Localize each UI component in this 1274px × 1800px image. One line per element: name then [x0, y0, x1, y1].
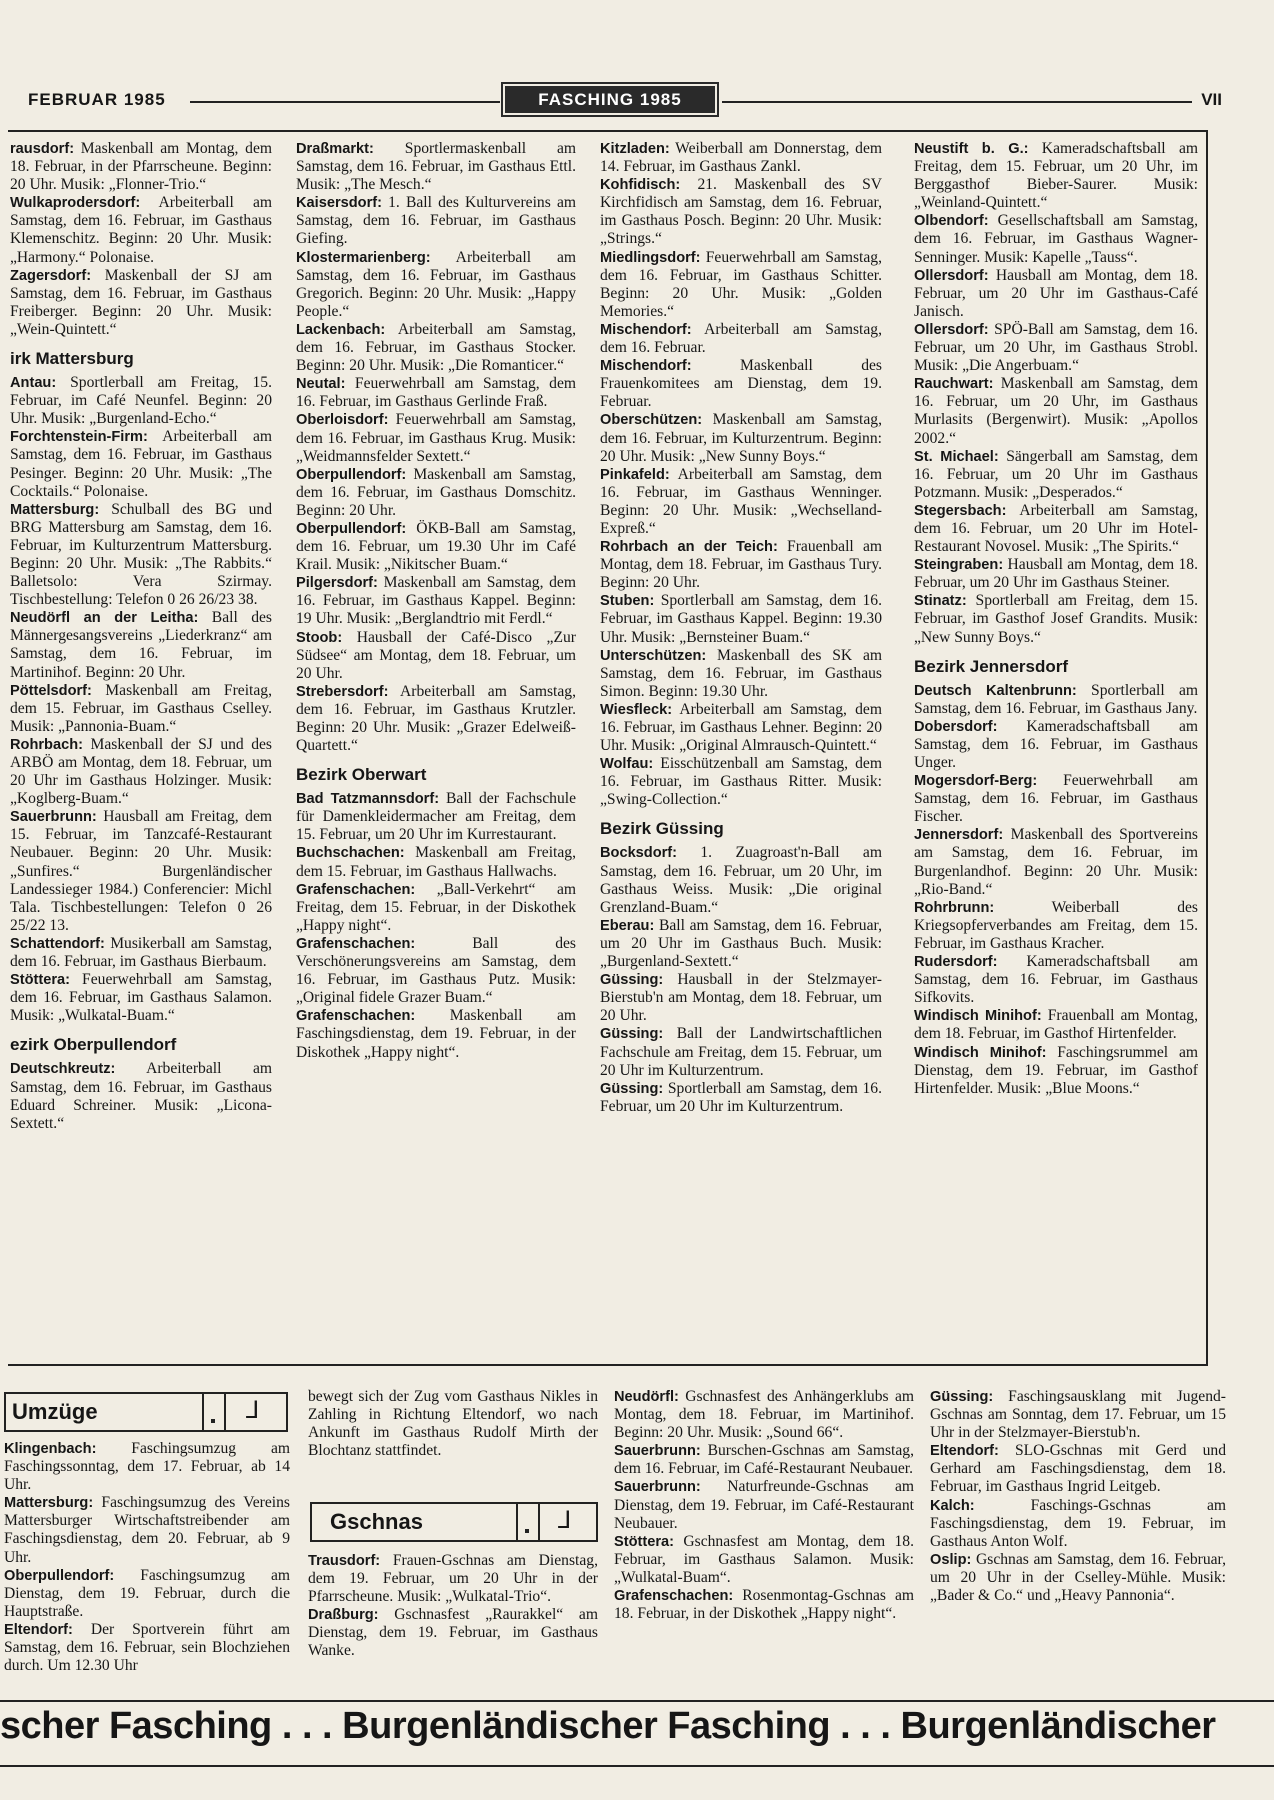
- event-details: 1. Ball des Kulturvereins am Samstag, dem 16. Februar, im Gasthaus Giefing.: [296, 194, 576, 248]
- event-details: Gschnasfest des Anhängerklubs am Montag, dem 18. Februar, im Martinihof. Beginn: 20 Uhr. Musik: „Sound 66“.: [614, 1388, 914, 1442]
- event-listing: [614, 1478, 914, 1532]
- event-details: Faschingsumzug am Faschingssonntag, dem 17. Februar, ab 14 Uhr.: [4, 1440, 290, 1494]
- event-location: Olbendorf:: [914, 213, 989, 230]
- event-listing: [914, 953, 1198, 1007]
- umzuege-list: [4, 1440, 290, 1685]
- event-listing: [296, 466, 576, 520]
- event-details: Der Sportverein führt am Samstag, dem 16. Februar, sein Blochziehen durch. Um 12.30 Uhr: [4, 1620, 290, 1675]
- event-listing: [914, 772, 1198, 826]
- event-listing: [296, 321, 576, 375]
- event-details: „Ball-Verkehrt“ am Freitag, dem 15. Februar, in der Diskothek „Happy night“.: [296, 880, 576, 934]
- event-location: Draßburg:: [308, 1607, 379, 1624]
- event-listing: [600, 357, 882, 411]
- event-location: Mattersburg:: [4, 1495, 94, 1512]
- event-location: Oberschützen:: [600, 412, 703, 429]
- event-details: Arbeiterball am Samstag, dem 16. Februar, im Gasthaus Krutzler. Beginn: 20 Uhr. Musik: „Grazer Edelweiß-Quartett.“: [296, 682, 576, 755]
- event-location: Rohrbach an der Teich:: [600, 539, 778, 556]
- event-location: Mischendorf:: [600, 358, 692, 375]
- event-listing: [914, 592, 1198, 646]
- event-location: Stöttera:: [614, 1533, 674, 1550]
- event-listing: [600, 466, 882, 538]
- event-details: Arbeiterball am Samstag, dem 16. Februar, im Gasthaus Wenninger. Beginn: 20 Uhr. Musik: „Wechselland-Expreß.“: [600, 465, 882, 537]
- event-details: Maskenball am Samstag, dem 16. Februar, im Gasthaus Kappel. Beginn: 19 Uhr. Musik: „Berglandtrio mit Ferdl.“: [296, 574, 576, 628]
- district-heading: ezirk Oberpullendorf: [10, 1035, 177, 1055]
- event-details: Arbeiterball am Samstag, dem 16. Februar, im Gasthaus Pesinger. Beginn: 20 Uhr. Musik: „The Cocktails.“ Polonaise.: [10, 428, 272, 500]
- column-2: [296, 140, 576, 1360]
- event-listing: [296, 574, 576, 628]
- event-listing: [914, 899, 1198, 953]
- dot-icon: [211, 1419, 215, 1423]
- event-location: Kalch:: [930, 1497, 975, 1514]
- event-details: Feuerwehrball am Samstag, dem 16. Februar, im Gasthaus Salamon. Musik: „Wulkatal-Buam.“: [10, 971, 272, 1025]
- event-location: Deutschkreutz:: [10, 1061, 116, 1078]
- event-details: Arbeiterball am Samstag, dem 16. Februar.: [600, 320, 882, 357]
- event-listing: [296, 844, 576, 880]
- event-location: Deutsch Kaltenbrunn:: [914, 682, 1077, 699]
- event-details: Maskenball am Samstag, dem 16. Februar, im Gasthaus Domschitz. Beginn: 20 Uhr.: [296, 465, 576, 519]
- umzuege-continuation: [308, 1388, 598, 1480]
- event-listing: [600, 249, 882, 321]
- event-details: Hausball der Café-Disco „Zur Südsee“ am Montag, dem 18. Februar, um 20 Uhr.: [296, 628, 576, 682]
- event-listing: [600, 1025, 882, 1079]
- event-details: Maskenball am Faschingsdienstag, dem 19. Februar, in der Diskothek „Happy night“.: [296, 1007, 576, 1061]
- event-location: Oberpullendorf:: [4, 1567, 115, 1584]
- event-location: Bad Tatzmannsdorf:: [296, 791, 440, 808]
- event-listing: [10, 682, 272, 736]
- event-location: Miedlingsdorf:: [600, 249, 701, 266]
- event-listing: [296, 375, 576, 411]
- event-listing: [914, 718, 1198, 772]
- event-details: Kameradschaftsball am Freitag, dem 15. Februar, um 20 Uhr, im Berggasthof Bieber-Saurer. Musik: „Weinland-Quintett.“: [914, 140, 1198, 212]
- event-listing: [600, 755, 882, 809]
- event-listing: [4, 1494, 290, 1566]
- event-location: Wulkaprodersdorf:: [10, 195, 141, 212]
- event-listing: [914, 502, 1198, 556]
- event-location: Windisch Minihof:: [914, 1008, 1042, 1025]
- event-location: Sauerbrunn:: [10, 809, 97, 826]
- event-location: Oberpullendorf:: [296, 520, 407, 537]
- event-details: Frauenball am Montag, dem 18. Februar, im Gasthof Hirtenfelder.: [914, 1007, 1198, 1043]
- event-listing: [930, 1388, 1226, 1442]
- event-location: Stöttera:: [10, 972, 70, 989]
- event-details: Frauen-Gschnas am Dienstag, dem 19. Februar, um 20 Uhr in der Pfarrscheune. Musik: „Wulkatal-Trio“.: [308, 1552, 598, 1606]
- gschnas-list-3: [930, 1388, 1226, 1688]
- event-listing: [614, 1533, 914, 1587]
- event-listing: [914, 826, 1198, 898]
- event-location: Zagersdorf:: [10, 267, 92, 284]
- event-location: Unterschützen:: [600, 647, 707, 664]
- event-location: Stinatz:: [914, 593, 967, 610]
- dot-icon: [525, 1529, 529, 1533]
- event-location: Sauerbrunn:: [614, 1479, 701, 1496]
- event-listing: [600, 321, 882, 357]
- event-location: Forchtenstein-Firm:: [10, 429, 148, 446]
- event-listing: [600, 592, 882, 646]
- event-details: Maskenball am Freitag, dem 15. Februar, im Gasthaus Hallwachs.: [296, 844, 576, 880]
- event-details: Maskenball des Sportvereins am Samstag, dem 16. Februar, im Burgenlandhof. Beginn: 20 Uhr. Musik: „Rio-Band.“: [914, 826, 1198, 898]
- event-listing: [10, 808, 272, 935]
- event-listing: [296, 411, 576, 465]
- district-heading: irk Mattersburg: [10, 349, 134, 369]
- event-listing: [10, 194, 272, 266]
- event-location: Güssing:: [600, 972, 664, 989]
- event-listing: [296, 935, 576, 1007]
- event-listing: [296, 249, 576, 321]
- event-listing: [10, 935, 272, 971]
- event-location: Stegersbach:: [914, 502, 1007, 519]
- event-details: Sportlerball am Samstag, dem 16. Februar, im Gasthaus Jany.: [914, 681, 1198, 717]
- event-details: Sängerball am Samstag, dem 16. Februar, um 20 Uhr im Gasthaus Potzmann. Musik: „Desperados.“: [914, 447, 1198, 501]
- event-details: Kameradschaftsball am Samstag, dem 16. Februar, im Gasthaus Sifkovits.: [914, 953, 1198, 1007]
- event-location: Wolfau:: [600, 756, 654, 773]
- event-listing: [600, 971, 882, 1025]
- gschnas-heading: Gschnas: [330, 1509, 423, 1534]
- event-location: Ollersdorf:: [914, 267, 989, 284]
- glass-icon: ⅃: [246, 1396, 260, 1424]
- event-listing: [10, 140, 272, 194]
- event-location: Buchschachen:: [296, 845, 405, 862]
- event-details: Maskenball der SJ und des ARBÖ am Montag, dem 18. Februar, um 20 Uhr im Gasthaus Holzinger. Musik: „Koglberg-Buam.“: [10, 735, 272, 808]
- event-listing: [614, 1587, 914, 1623]
- event-location: Wiesfleck:: [600, 701, 673, 718]
- event-listing: [914, 1044, 1198, 1098]
- event-details: Maskenball der SJ am Samstag, dem 16. Februar, im Gasthaus Freiberger. Beginn: 20 Uhr. Musik: „Wein-Quintett.“: [10, 266, 272, 338]
- event-listing: [914, 321, 1198, 375]
- gschnas-list-2: [614, 1388, 914, 1688]
- footer-banner: scher Fasching . . . Burgenländischer Fasching . . . Burgenländischer: [0, 1705, 1216, 1747]
- event-location: Rohrbach:: [10, 736, 83, 753]
- event-location: Strebersdorf:: [296, 683, 389, 700]
- event-location: Neutal:: [296, 376, 346, 393]
- event-details: Arbeiterball am Samstag, dem 16. Februar, im Gasthaus Gregorich. Beginn: 20 Uhr. Musik: „Happy People.“: [296, 248, 576, 320]
- event-listing: [308, 1606, 598, 1660]
- event-listing: [296, 881, 576, 935]
- event-details: Maskenball des SK am Samstag, dem 16. Februar, im Gasthaus Simon. Beginn: 19.30 Uhr.: [600, 646, 882, 700]
- event-location: Klingenbach:: [4, 1441, 97, 1457]
- event-details: Weiberball des Kriegsopferverbandes am Freitag, dem 15. Februar, im Gasthaus Kracher.: [914, 898, 1198, 952]
- event-details: Hausball in der Stelzmayer-Bierstub'n am Montag, dem 18. Februar, um 20 Uhr.: [600, 971, 882, 1025]
- event-location: Güssing:: [930, 1389, 994, 1405]
- heading-cell: [516, 1504, 540, 1540]
- event-details: SLO-Gschnas mit Gerd und Gerhard am Faschingsdienstag, dem 18. Februar, im Gasthaus Ingrid Leitgeb.: [930, 1442, 1226, 1496]
- district-heading: Bezirk Jennersdorf: [914, 656, 1068, 676]
- gschnas-heading-box: [310, 1502, 598, 1542]
- event-listing: [296, 140, 576, 194]
- event-details: Feuerwehrball am Samstag, dem 16. Februar, im Gasthaus Krug. Musik: „Weidmannsfelder Sextett.“: [296, 411, 576, 465]
- event-location: Klostermarienberg:: [296, 249, 431, 266]
- column-4: [914, 140, 1198, 1360]
- glass-icon: ⅃: [558, 1506, 572, 1534]
- event-listing: [10, 428, 272, 500]
- event-location: St. Michael:: [914, 448, 999, 465]
- heading-cell: [202, 1394, 226, 1430]
- event-location: Neudörfl:: [614, 1389, 679, 1405]
- event-details: Hausball am Freitag, dem 15. Februar, im Tanzcafé-Restaurant Neubauer. Beginn: 20 Uhr. Musik: „Sunfires.“ Burgenländischer Landessieger 1984.) Conferencier: Michl Tala. Tischbestellungen: Telefon 0 26 25/22 13.: [10, 808, 272, 934]
- event-details: Faschingsausklang mit Jugend-Gschnas am Sonntag, dem 17. Februar, um 15 Uhr in der Stelzmayer-Bierstub'n.: [930, 1388, 1226, 1442]
- event-listing: [296, 629, 576, 683]
- event-details: Ball der Fachschule für Damenkleidermacher am Freitag, dem 15. Februar, um 20 Uhr im Kurrestaurant.: [296, 790, 576, 844]
- event-details: Arbeiterball am Samstag, dem 16. Februar, im Gasthaus Eduard Schreiner. Musik: „Licona-Sextett.“: [10, 1060, 272, 1132]
- event-listing: [600, 701, 882, 755]
- event-listing: [930, 1442, 1226, 1496]
- event-listing: [930, 1497, 1226, 1551]
- event-listing: [4, 1567, 290, 1621]
- event-listing: [914, 375, 1198, 447]
- event-details: ÖKB-Ball am Samstag, dem 16. Februar, um 19.30 Uhr im Café Krail. Musik: „Nikitscher Buam.“: [296, 519, 576, 574]
- umzuege-heading: Umzüge: [12, 1399, 98, 1424]
- event-details: Feuerwehrball am Samstag, dem 16. Februar, im Gasthaus Gerlinde Fraß.: [296, 375, 576, 411]
- event-listing: [296, 520, 576, 574]
- event-location: Rauchwart:: [914, 376, 994, 393]
- event-location: Eberau:: [600, 917, 655, 934]
- event-location: Pöttelsdorf:: [10, 682, 92, 699]
- event-location: Jennersdorf:: [914, 827, 1004, 844]
- event-listing: [930, 1551, 1226, 1605]
- event-location: Grafenschachen:: [296, 881, 416, 898]
- event-details: Maskenball am Samstag, dem 16. Februar, um 20 Uhr, im Gasthaus Murlasits (Bergenwirt). Musik: „Apollos 2002.“: [914, 375, 1198, 447]
- event-details: Arbeiterball am Samstag, dem 16. Februar, im Gasthaus Klemenschitz. Beginn: 20 Uhr. Musik: „Harmony.“ Polonaise.: [10, 194, 272, 266]
- event-listing: [914, 267, 1198, 321]
- event-details: Gschnasfest „Raurakkel“ am Dienstag, dem 19. Februar, im Gasthaus Wanke.: [308, 1606, 598, 1660]
- event-details: Musikerball am Samstag, dem 16. Februar, im Gasthaus Bierbaum.: [10, 934, 272, 971]
- event-location: Ollersdorf:: [914, 321, 989, 338]
- event-details: Ball des Verschönerungsvereins am Samstag, dem 16. Februar, im Gasthaus Putz. Musik: „Original fidele Grazer Buam.“: [296, 934, 576, 1007]
- event-details: Sportlerball am Samstag, dem 16. Februar, um 20 Uhr im Kulturzentrum.: [600, 1079, 882, 1115]
- event-listing: [10, 736, 272, 808]
- event-listing: [4, 1621, 290, 1675]
- event-details: Hausball am Montag, dem 18. Februar, um 20 Uhr im Gasthaus Steiner.: [914, 556, 1198, 592]
- event-location: Pilgersdorf:: [296, 575, 378, 592]
- event-listing: [296, 790, 576, 844]
- event-listing: [600, 647, 882, 701]
- event-location: Eltendorf:: [930, 1443, 999, 1460]
- umzuege-continuation-text: bewegt sich der Zug vom Gasthaus Nikles in Zahling in Richtung Eltendorf, wo nach Ankunft im Gasthaus Rudolf Mirth der Blochtanz stattfindet.: [308, 1388, 598, 1460]
- event-location: Eltendorf:: [4, 1621, 73, 1638]
- event-location: Güssing:: [600, 1080, 664, 1097]
- event-location: Sauerbrunn:: [614, 1443, 701, 1460]
- header-section-title: FASCHING 1985: [505, 86, 715, 113]
- event-location: Trausdorf:: [308, 1553, 381, 1569]
- event-details: Feuerwehrball am Samstag, dem 16. Februar, im Gasthaus Schitter. Beginn: 20 Uhr. Musik: „Golden Memories.“: [600, 248, 882, 320]
- event-listing: [10, 374, 272, 428]
- event-details: Arbeiterball am Samstag, dem 16. Februar, im Gasthaus Lehner. Beginn: 20 Uhr. Musik: „Original Almrausch-Quintett.“: [600, 700, 882, 755]
- event-listing: [914, 212, 1198, 266]
- event-location: Pinkafeld:: [600, 466, 670, 483]
- header-rule-right: [722, 101, 1192, 103]
- event-listing: [10, 267, 272, 339]
- event-listing: [600, 176, 882, 248]
- event-listing: [296, 1007, 576, 1061]
- page-number: VII: [1201, 90, 1222, 109]
- district-heading: Bezirk Güssing: [600, 819, 724, 839]
- event-location: Stoob:: [296, 629, 343, 646]
- event-location: Grafenschachen:: [296, 1008, 416, 1025]
- event-details: Sportlermaskenball am Samstag, dem 16. Februar, im Gasthaus Ettl. Musik: „The Mesch.“: [296, 140, 576, 194]
- event-details: Faschings-Gschnas am Faschingsdienstag, dem 19. Februar, im Gasthaus Anton Wolf.: [930, 1496, 1226, 1550]
- event-listing: [614, 1388, 914, 1442]
- event-listing: [614, 1442, 914, 1478]
- event-details: Maskenball des Frauenkomitees am Dienstag, dem 19. Februar.: [600, 357, 882, 411]
- district-heading: Bezirk Oberwart: [296, 765, 427, 785]
- event-details: Schulball des BG und BRG Mattersburg am Samstag, dem 16. Februar, im Kulturzentrum Mattersburg. Beginn: 20 Uhr. Musik: „The Rabbits.“ Balletsolo: Vera Szirmay. Tischbestellung: Telefon 0 26 26/23 38.: [10, 500, 272, 609]
- event-listing: [10, 501, 272, 610]
- event-location: Grafenschachen:: [296, 935, 416, 952]
- event-details: Burschen-Gschnas am Samstag, dem 16. Februar, im Café-Restaurant Neubauer.: [614, 1442, 914, 1478]
- event-location: Windisch Minihof:: [914, 1044, 1047, 1061]
- event-details: Faschingsumzug am Dienstag, dem 19. Februar, durch die Hauptstraße.: [4, 1566, 290, 1620]
- gschnas-list-1: [308, 1552, 598, 1692]
- umzuege-heading-box: [4, 1392, 288, 1432]
- event-listing: [296, 683, 576, 755]
- event-listing: [308, 1552, 598, 1606]
- event-details: 1. Zuagroast'n-Ball am Samstag, dem 16. Februar, um 20 Uhr, im Gasthaus Weiss. Musik: „Die original Grenzland-Buam.“: [600, 844, 882, 916]
- event-details: Arbeiterball am Samstag, dem 16. Februar, im Gasthaus Stocker. Beginn: 20 Uhr. Musik: „Die Romanticer.“: [296, 320, 576, 375]
- event-details: Eisschützenball am Samstag, dem 16. Februar, im Gasthaus Ritter. Musik: „Swing-Collection.“: [600, 755, 882, 809]
- event-details: Arbeiterball am Samstag, dem 16. Februar, um 20 Uhr im Hotel-Restaurant Novosel. Musik: „The Spirits.“: [914, 501, 1198, 556]
- event-location: Steingraben:: [914, 557, 1004, 574]
- event-listing: [914, 448, 1198, 502]
- event-location: Neudörfl an der Leitha:: [10, 610, 199, 627]
- event-details: Rosenmontag-Gschnas am 18. Februar, in der Diskothek „Happy night“.: [614, 1587, 914, 1623]
- event-listing: [914, 140, 1198, 212]
- event-location: Stuben:: [600, 593, 655, 610]
- event-location: Mogersdorf-Berg:: [914, 773, 1038, 790]
- header-rule-left: [190, 101, 500, 103]
- event-listing: [600, 538, 882, 592]
- event-details: Maskenball am Samstag, dem 16. Februar, im Kulturzentrum. Beginn: 20 Uhr. Musik: „New Sunny Boys.“: [600, 411, 882, 465]
- event-details: Faschingsrummel am Dienstag, dem 19. Februar, im Gasthof Hirtenfelder. Musik: „Blue Moons.“: [914, 1043, 1198, 1097]
- column-3: [600, 140, 882, 1360]
- event-details: Naturfreunde-Gschnas am Dienstag, dem 19. Februar, im Café-Restaurant Neubauer.: [614, 1478, 914, 1532]
- event-details: Kameradschaftsball am Samstag, dem 16. Februar, im Gasthaus Unger.: [914, 717, 1198, 771]
- event-listing: [914, 1007, 1198, 1043]
- event-listing: [600, 844, 882, 916]
- column-1: [10, 140, 272, 1325]
- event-listing: [600, 1080, 882, 1116]
- event-location: Dobersdorf:: [914, 718, 998, 735]
- event-details: Sportlerball am Freitag, dem 15. Februar, im Gasthof Josef Grandits. Musik: „New Sunny Boys.“: [914, 592, 1198, 646]
- event-location: rausdorf:: [10, 141, 75, 157]
- event-location: Rohrbrunn:: [914, 899, 995, 916]
- event-location: Oberpullendorf:: [296, 466, 407, 483]
- event-location: Grafenschachen:: [614, 1588, 734, 1605]
- event-listing: [600, 917, 882, 971]
- event-location: Güssing:: [600, 1026, 664, 1043]
- event-details: Feuerwehrball am Samstag, dem 16. Februar, im Gasthaus Fischer.: [914, 772, 1198, 826]
- event-location: Kitzladen:: [600, 141, 670, 157]
- event-listing: [10, 609, 272, 681]
- event-details: Maskenball am Montag, dem 18. Februar, in der Pfarrscheune. Beginn: 20 Uhr. Musik: „Flonner-Trio.“: [10, 140, 272, 194]
- event-details: 21. Maskenball des SV Kirchfidisch am Samstag, dem 16. Februar, im Gasthaus Posch. Beginn: 20 Uhr. Musik: „Strings.“: [600, 176, 882, 248]
- footer-rule-top: [0, 1700, 1274, 1702]
- event-location: Antau:: [10, 375, 57, 392]
- event-listing: [4, 1440, 290, 1494]
- event-listing: [600, 411, 882, 465]
- event-listing: [10, 1060, 272, 1132]
- event-details: Faschingsumzug des Vereins Mattersburger Wirtschaftstreibender am Faschingsdienstag, dem 20. Februar, ab 9 Uhr.: [4, 1494, 290, 1566]
- event-location: Kaisersdorf:: [296, 195, 382, 212]
- event-listing: [914, 556, 1198, 592]
- header-date: FEBRUAR 1985: [28, 90, 166, 109]
- event-details: Gesellschaftsball am Samstag, dem 16. Februar, im Gasthaus Wagner-Senninger. Musik: Kapelle „Tauss“.: [914, 212, 1198, 266]
- page-header: [0, 86, 1274, 116]
- event-location: Draßmarkt:: [296, 141, 374, 157]
- event-listing: [296, 194, 576, 248]
- event-location: Neustift b. G.:: [914, 141, 1029, 157]
- event-location: Bocksdorf:: [600, 845, 678, 862]
- event-location: Mischendorf:: [600, 321, 692, 338]
- event-location: Oslip:: [930, 1551, 972, 1568]
- event-details: SPÖ-Ball am Samstag, dem 16. Februar, um 20 Uhr, im Gasthaus Strobl. Musik: „Die Angerbuam.“: [914, 320, 1198, 375]
- event-details: Sportlerball am Samstag, dem 16. Februar, im Gasthaus Kappel. Beginn: 19.30 Uhr. Musik: „Bernsteiner Buam.“: [600, 592, 882, 646]
- event-details: Sportlerball am Freitag, 15. Februar, im Café Neunfel. Beginn: 20 Uhr. Musik: „Burgenland-Echo.“: [10, 374, 272, 428]
- event-location: Lackenbach:: [296, 321, 386, 338]
- event-details: Gschnasfest am Montag, dem 18. Februar, im Gasthaus Salamon. Musik: „Wulkatal-Buam“.: [614, 1532, 914, 1586]
- event-listing: [10, 971, 272, 1025]
- event-details: Maskenball am Freitag, dem 15. Februar, im Gasthaus Cselley. Musik: „Pannonia-Buam.“: [10, 681, 272, 735]
- event-location: Oberloisdorf:: [296, 412, 389, 429]
- event-details: Gschnas am Samstag, dem 16. Februar, um 20 Uhr in der Cselley-Mühle. Musik: „Bader & Co.“ und „Heavy Pannonia“.: [930, 1550, 1226, 1605]
- event-listing: [600, 140, 882, 176]
- event-location: Kohfidisch:: [600, 177, 681, 194]
- footer-rule-bottom: [0, 1765, 1274, 1767]
- event-location: Rudersdorf:: [914, 954, 998, 971]
- event-details: Frauenball am Montag, dem 18. Februar, im Gasthaus Tury. Beginn: 20 Uhr.: [600, 538, 882, 592]
- event-location: Schattendorf:: [10, 935, 105, 952]
- event-details: Ball der Landwirtschaftlichen Fachschule am Freitag, dem 15. Februar, um 20 Uhr im Kulturzentrum.: [600, 1025, 882, 1079]
- event-location: Mattersburg:: [10, 501, 100, 518]
- event-details: Hausball am Montag, dem 18. Februar, um 20 Uhr im Gasthaus-Café Janisch.: [914, 266, 1198, 320]
- event-details: Ball am Samstag, dem 16. Februar, um 20 Uhr im Gasthaus Buch. Musik: „Burgenland-Sextett.“: [600, 916, 882, 971]
- event-details: Weiberball am Donnerstag, dem 14. Februar, im Gasthaus Zankl.: [600, 140, 882, 176]
- event-listing: [914, 682, 1198, 718]
- event-details: Ball des Männergesangsvereins „Liederkranz“ am Samstag, dem 16. Februar, im Martinihof. Beginn: 20 Uhr.: [10, 609, 272, 681]
